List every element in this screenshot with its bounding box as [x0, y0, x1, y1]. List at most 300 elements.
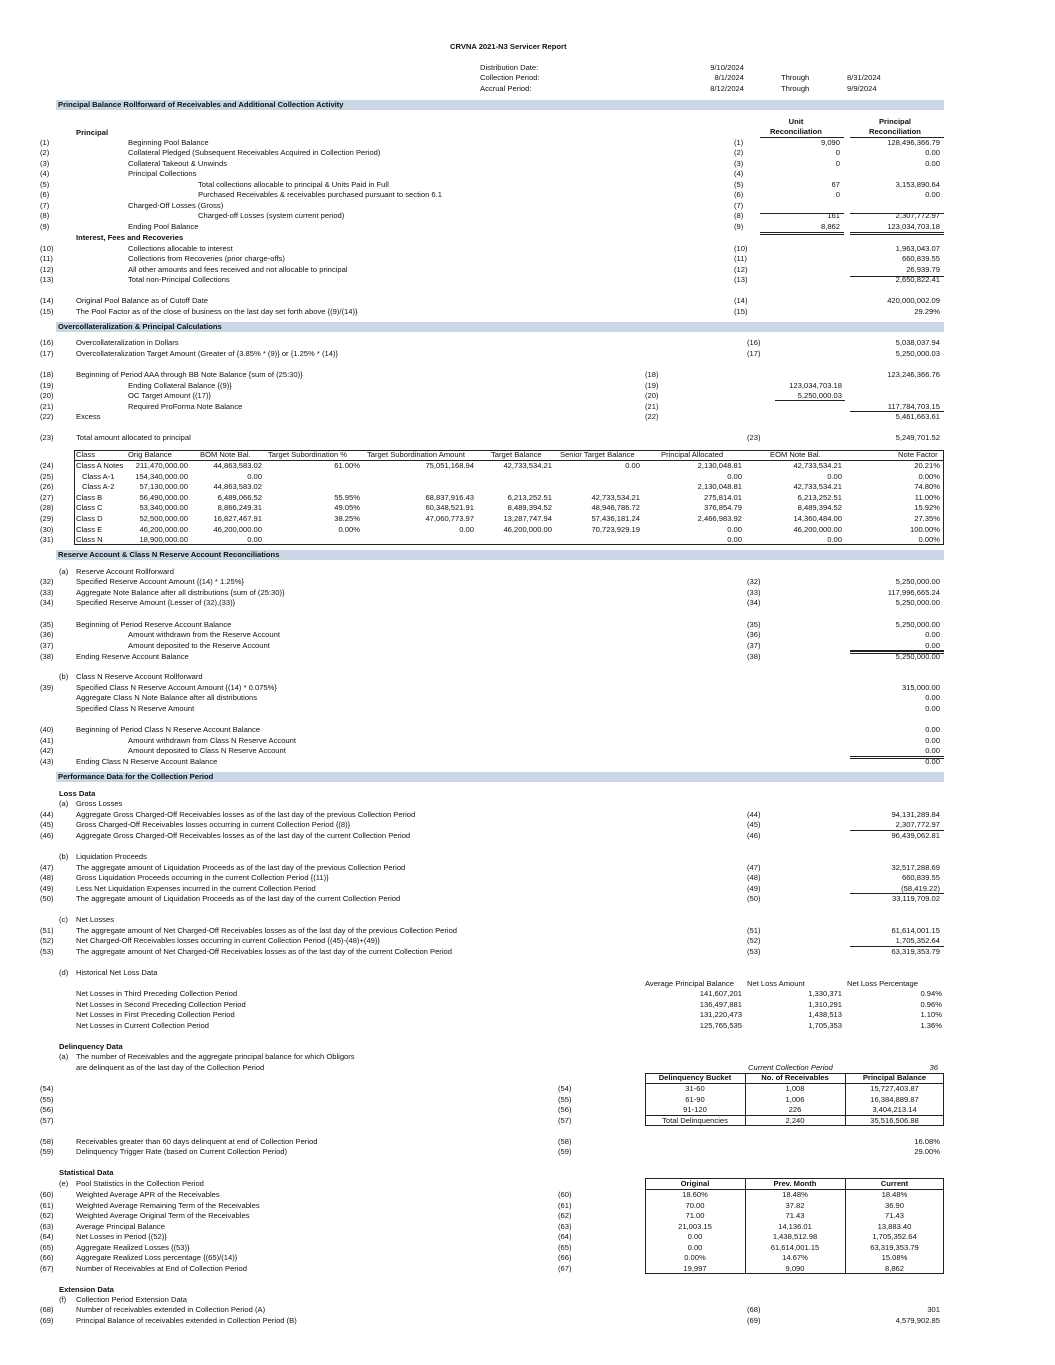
class-table-cell: 18,900,000.00 — [139, 535, 188, 545]
rule — [850, 411, 944, 412]
class-table-cell: 74.80% — [914, 482, 940, 492]
row-label: Number of receivables extended in Collection Period (A) — [76, 1305, 266, 1314]
row-label: Ending Reserve Account Balance — [76, 652, 189, 661]
row-number: (5) — [40, 180, 50, 189]
rule — [850, 213, 944, 214]
row-number: (54) — [40, 1084, 54, 1093]
class-table-cell: 44,863,583.02 — [213, 461, 262, 470]
value: 117,784,703.15 — [887, 402, 940, 411]
value: 0.00 — [925, 641, 940, 650]
principal-header: Principal — [878, 117, 912, 126]
class-name: Class A-1 — [82, 471, 115, 481]
row-ref: (57) — [558, 1115, 572, 1125]
row-number: (28) — [40, 503, 54, 513]
class-table-cell: 0.00 — [727, 471, 742, 481]
row-number: (12) — [40, 265, 54, 274]
row-number: (32) — [40, 577, 54, 586]
sub-letter: (b) — [59, 672, 69, 681]
class-table-cell: 0.00% — [918, 535, 940, 545]
principal-value: 1,963,043.07 — [895, 244, 940, 253]
row-number: (23) — [40, 433, 54, 442]
class-table-cell: 52,500,000.00 — [139, 514, 188, 523]
row-number: (17) — [40, 349, 54, 358]
row-number: (62) — [40, 1211, 54, 1220]
net-loss-amount: 1,330,371 — [808, 989, 842, 998]
row-number: (27) — [40, 492, 54, 502]
avg-principal-balance: 141,607,201 — [699, 989, 742, 998]
value: 660,839.55 — [901, 873, 940, 882]
class-table-cell: 100.00% — [910, 524, 940, 534]
row-number: (66) — [40, 1253, 54, 1262]
row-ref: (63) — [558, 1221, 572, 1231]
row-label: Original Pool Balance as of Cutoff Date — [76, 296, 208, 305]
row-ref: (8) — [734, 211, 744, 220]
net-loss-amount: 1,705,353 — [808, 1020, 842, 1030]
net-loss-amount: 1,438,513 — [808, 1010, 842, 1019]
rule — [850, 830, 944, 831]
section-header: Overcollateralization & Principal Calculations — [56, 322, 944, 332]
class-table-cell: 27.35% — [914, 514, 940, 523]
value: 0.00 — [925, 693, 940, 702]
class-table-cell: 42,733,534.21 — [793, 482, 842, 492]
row-label: Principal Balance of receivables extended in Collection Period (B) — [76, 1316, 297, 1325]
row-label: Total non-Principal Collections — [128, 275, 230, 284]
row-ref: (64) — [558, 1232, 572, 1241]
stat-prev-month: 1,438,512.98 — [772, 1232, 818, 1241]
row-number: (10) — [40, 244, 54, 253]
class-name: Class D — [76, 514, 103, 523]
row-ref: (37) — [747, 641, 761, 650]
sub-title: Class N Reserve Account Rollforward — [76, 672, 203, 681]
row-label: Net Losses in Period {(52)} — [76, 1232, 167, 1241]
class-table-cell: 48,946,786.72 — [591, 503, 640, 513]
row-number: (30) — [40, 524, 54, 534]
class-name: Class E — [76, 524, 103, 534]
row-label: Net Losses in Current Collection Period — [76, 1020, 209, 1030]
row-number: (50) — [40, 894, 54, 903]
row-label: Weighted Average Remaining Term of the Receivables — [76, 1200, 260, 1210]
row-ref: (17) — [747, 349, 761, 358]
accrual-start: 8/12/2024 — [710, 84, 744, 93]
row-number: (45) — [40, 820, 54, 829]
class-table-header: Target Subordination Amount — [367, 450, 465, 459]
row-ref: (61) — [558, 1200, 572, 1210]
class-table-cell: 154,340,000.00 — [135, 471, 188, 481]
row-label: Aggregate Realized Losses {(53)} — [76, 1242, 190, 1252]
double-rule — [760, 232, 844, 235]
class-table-header: Target Subordination % — [268, 450, 347, 459]
row-number: (55) — [40, 1094, 54, 1104]
row-label: The aggregate amount of Liquidation Proceeds as of the last day of the current Collection Period — [76, 894, 401, 903]
row-ref: (46) — [747, 831, 761, 840]
row-number: (16) — [40, 338, 54, 347]
value: 0.00 — [925, 704, 940, 713]
row-ref: (38) — [747, 652, 761, 661]
row-number: (43) — [40, 757, 54, 766]
principal-balance: 16,384,889.87 — [870, 1094, 919, 1104]
delinquency-desc: are delinquent as of the last day of the Collection Period — [76, 1063, 265, 1072]
sub-title: Net Losses — [76, 915, 114, 924]
delinquency-bucket: 91-120 — [683, 1105, 707, 1114]
unit-value: 0 — [835, 190, 840, 199]
loss-data-title: Loss Data — [59, 789, 96, 798]
class-table-cell: 46,200,000.00 — [139, 524, 188, 534]
class-table-cell: 14,360,484.00 — [793, 514, 842, 523]
row-number: (25) — [40, 471, 54, 481]
avg-principal-balance: 125,765,535 — [699, 1020, 742, 1030]
rule — [850, 893, 944, 894]
distribution-date-label: Distribution Date: — [480, 63, 539, 72]
row-ref: (22) — [645, 412, 659, 421]
net-loss-percentage: 0.96% — [920, 999, 942, 1009]
delinq-header: No. of Receivables — [761, 1073, 829, 1082]
class-table-cell: 61.00% — [334, 461, 360, 470]
row-ref: (34) — [747, 598, 761, 607]
principal-value: 0.00 — [925, 148, 940, 157]
row-number: (13) — [40, 275, 54, 284]
row-label: Purchased Receivables & receivables purchased pursuant to section 6.1 — [198, 190, 442, 199]
class-table-cell: 2,130,048.81 — [697, 461, 742, 470]
row-label: Aggregate Realized Loss percentage {(65)/(14)} — [76, 1253, 238, 1262]
row-ref: (44) — [747, 810, 761, 819]
class-table-cell: 11.00% — [914, 492, 940, 502]
row-number: (57) — [40, 1115, 54, 1125]
principal-balance: 35,516,506.88 — [870, 1115, 919, 1125]
row-number: (21) — [40, 402, 54, 411]
row-ref: (12) — [734, 265, 748, 274]
value: 63,319,353.79 — [891, 947, 940, 956]
interest-subheader: Interest, Fees and Recoveries — [76, 233, 184, 242]
class-table-cell: 42,733,534.21 — [591, 492, 640, 502]
row-label: Overcollateralization in Dollars — [76, 338, 179, 347]
principal-subheader: Principal — [76, 128, 109, 137]
row-number: (11) — [40, 254, 53, 263]
class-table-cell: 6,213,252.51 — [797, 492, 842, 502]
receivable-count: 1,008 — [785, 1084, 805, 1093]
row-label: Beginning of Period Class N Reserve Account Balance — [76, 725, 261, 734]
sub-title: Historical Net Loss Data — [76, 968, 158, 977]
row-number: (61) — [40, 1200, 54, 1210]
row-ref: (66) — [558, 1253, 572, 1262]
class-table-cell: 53,340,000.00 — [139, 503, 188, 513]
report-title: CRVNA 2021-N3 Servicer Report — [450, 42, 567, 51]
row-label: Ending Pool Balance — [128, 222, 199, 231]
class-table-cell: 8,489,394.52 — [797, 503, 842, 513]
class-table-cell: 20.21% — [914, 461, 940, 470]
class-table-header: Class — [76, 450, 95, 459]
rule — [850, 276, 944, 277]
stat-original: 0.00 — [687, 1232, 703, 1241]
row-label: The Pool Factor as of the close of business on the last day set forth above {(9)/(14)} — [76, 307, 358, 316]
row-label: Ending Class N Reserve Account Balance — [76, 757, 218, 766]
row-number: (65) — [40, 1242, 54, 1252]
row-number: (67) — [40, 1263, 54, 1273]
class-table-cell: 46,200,000.00 — [503, 524, 552, 534]
class-table-cell: 275,814.01 — [703, 492, 742, 502]
unit-header: Unit — [788, 117, 804, 126]
statistical-title: Statistical Data — [59, 1168, 114, 1177]
row-label: Required ProForma Note Balance — [128, 402, 243, 411]
unit-value: 161 — [827, 211, 840, 220]
class-table-cell: 13,287,747.94 — [503, 514, 552, 523]
value: 5,250,000.00 — [895, 577, 940, 586]
double-rule — [850, 232, 944, 235]
row-number: (6) — [40, 190, 50, 199]
sub-letter: (a) — [59, 799, 69, 808]
row-label: OC Target Amount {(17)} — [128, 391, 212, 400]
class-table-cell: 2,130,048.81 — [697, 482, 742, 492]
class-table-cell: 46,200,000.00 — [793, 524, 842, 534]
row-number: (18) — [40, 370, 54, 379]
row-number: (20) — [40, 391, 54, 400]
row-label: Less Net Liquidation Expenses incurred in the current Collection Period — [76, 884, 316, 893]
class-name: Class N — [76, 535, 103, 545]
row-label: Beginning Pool Balance — [128, 138, 209, 147]
value: 61,614,001.15 — [891, 926, 940, 935]
section-header: Principal Balance Rollforward of Receivables and Additional Collection Activity — [56, 100, 944, 110]
principal-balance: 3,404,213.14 — [872, 1105, 917, 1114]
row-ref: (15) — [734, 307, 748, 316]
row-label: Net Losses in Second Preceding Collection Period — [76, 999, 246, 1009]
row-ref: (67) — [558, 1263, 572, 1273]
class-table-cell: 0.00 — [727, 524, 742, 534]
class-table-cell: 42,733,534.21 — [793, 461, 842, 470]
class-table-cell: 47,060,773.97 — [425, 514, 474, 523]
class-table-cell: 57,130,000.00 — [139, 482, 188, 492]
principal-value: 660,839.55 — [901, 254, 940, 263]
row-label: Total collections allocable to principal & Units Paid in Full — [198, 180, 389, 189]
stat-original: 18.60% — [682, 1190, 708, 1199]
row-label: Amount deposited to Class N Reserve Account — [128, 746, 286, 755]
double-rule — [850, 756, 944, 759]
value: 4,579,902.85 — [895, 1316, 940, 1325]
row-number: (47) — [40, 863, 54, 872]
row-number: (49) — [40, 884, 54, 893]
current-collection-period-value: 36 — [929, 1063, 938, 1072]
row-label: Charged-Off Losses (Gross) — [128, 201, 224, 210]
class-table-cell: 55.95% — [334, 492, 360, 502]
value: 29.00% — [914, 1147, 940, 1156]
sub-letter: (d) — [59, 968, 69, 977]
class-table-cell: 60,348,521.91 — [425, 503, 474, 513]
row-number: (48) — [40, 873, 54, 882]
row-ref: (52) — [747, 936, 761, 945]
class-table-cell: 0.00 — [247, 471, 262, 481]
class-table-header: Note Factor — [898, 450, 938, 459]
mid-value: 5,250,000.03 — [797, 391, 842, 400]
sub-title: Gross Losses — [76, 799, 123, 808]
unit-header: Reconciliation — [770, 127, 822, 136]
row-label: Average Principal Balance — [76, 1221, 165, 1231]
sub-letter: (e) — [59, 1179, 69, 1188]
class-table-cell: 8,489,394.52 — [507, 503, 552, 513]
row-number: (29) — [40, 514, 54, 523]
row-number: (40) — [40, 725, 54, 734]
row-number: (69) — [40, 1316, 54, 1325]
unit-value: 9,090 — [820, 138, 840, 147]
row-label: Specified Class N Reserve Account Amount {(14) * 0.075%} — [76, 683, 277, 692]
section-header: Reserve Account & Class N Reserve Account Reconciliations — [56, 550, 944, 560]
value: 0.00 — [925, 757, 940, 766]
row-ref: (36) — [747, 630, 761, 639]
class-table-cell: 38.25% — [334, 514, 360, 523]
mid-value: 123,034,703.18 — [789, 381, 842, 390]
row-label: Net Losses in Third Preceding Collection Period — [76, 989, 238, 998]
class-table-cell: 0.00 — [827, 471, 842, 481]
row-label: Ending Collateral Balance {(9)} — [128, 381, 232, 390]
class-table-cell: 0.00% — [338, 524, 360, 534]
row-label: Weighted Average Original Term of the Receivables — [76, 1211, 250, 1220]
delinquency-desc: The number of Receivables and the aggregate principal balance for which Obligors — [76, 1052, 355, 1061]
row-ref: (20) — [645, 391, 659, 400]
unit-value: 0 — [835, 159, 840, 168]
stat-header: Original — [680, 1179, 710, 1188]
extension-title: Extension Data — [59, 1285, 114, 1294]
principal-value: 0.00 — [925, 159, 940, 168]
row-number: (36) — [40, 630, 54, 639]
row-number: (9) — [40, 222, 50, 231]
class-table-cell: 0.00% — [918, 471, 940, 481]
delinquency-bucket: 61-90 — [685, 1094, 705, 1104]
class-table-cell: 15.92% — [914, 503, 940, 513]
principal-value: 3,153,890.64 — [895, 180, 940, 189]
rule — [850, 946, 944, 947]
row-number: (37) — [40, 641, 54, 650]
class-table-cell: 0.00 — [625, 461, 640, 470]
row-ref: (62) — [558, 1211, 572, 1220]
row-label: Amount deposited to the Reserve Account — [128, 641, 270, 650]
row-number: (58) — [40, 1137, 54, 1146]
delinq-header: Delinquency Bucket — [658, 1073, 732, 1082]
value: 33,119,709.02 — [892, 894, 940, 903]
stat-prev-month: 71.43 — [785, 1211, 805, 1220]
row-number: (15) — [40, 307, 54, 316]
delinq-header: Principal Balance — [862, 1073, 927, 1082]
receivable-count: 1,006 — [785, 1094, 805, 1104]
row-label: Delinquency Trigger Rate (based on Current Collection Period) — [76, 1147, 288, 1156]
receivable-count: 2,240 — [785, 1115, 805, 1125]
row-ref: (19) — [645, 381, 659, 390]
value: 2,307,772.97 — [895, 820, 940, 829]
class-table-cell: 0.00 — [827, 535, 842, 545]
row-ref: (9) — [734, 222, 744, 231]
class-name: Class A-2 — [82, 482, 115, 492]
class-table-cell: 6,489,066.52 — [217, 492, 262, 502]
row-number: (19) — [40, 381, 54, 390]
row-label: Amount withdrawn from Class N Reserve Account — [128, 736, 296, 745]
row-ref: (3) — [734, 159, 744, 168]
value: 301 — [927, 1305, 940, 1314]
row-label: Aggregate Note Balance after all distributions {sum of (25:30)} — [76, 588, 285, 597]
value: 0.00 — [925, 736, 940, 745]
value: 5,461,663.61 — [895, 412, 940, 421]
row-ref: (23) — [747, 433, 761, 442]
row-number: (59) — [40, 1147, 54, 1156]
row-number: (31) — [40, 535, 54, 545]
class-table-cell: 44,863,583.02 — [213, 482, 262, 492]
class-table-cell: 0.00 — [459, 524, 474, 534]
row-label: Collateral Takeout & Unwinds — [128, 159, 228, 168]
class-table-cell: 68,837,916.43 — [425, 492, 474, 502]
row-number: (42) — [40, 746, 54, 755]
principal-value: 2,307,772.97 — [895, 211, 940, 220]
stat-current: 36.90 — [884, 1200, 904, 1210]
class-table-cell: 16,827,467.91 — [213, 514, 262, 523]
row-label: The aggregate amount of Liquidation Proceeds as of the last day of the previous Collection Period — [76, 863, 406, 872]
row-number: (1) — [40, 138, 50, 147]
accrual-period-label: Accrual Period: — [480, 84, 532, 93]
class-table-header: BOM Note Bal. — [200, 450, 251, 459]
sub-letter: (a) — [59, 1052, 69, 1061]
value: 5,250,000.03 — [895, 349, 940, 358]
sub-title: Reserve Account Rollforward — [76, 567, 174, 576]
collection-start: 8/1/2024 — [714, 73, 744, 82]
row-number: (3) — [40, 159, 50, 168]
collection-end: 8/31/2024 — [847, 73, 881, 82]
stat-original: 19,997 — [683, 1263, 707, 1273]
class-name: Class C — [76, 503, 103, 513]
value: 5,250,000.00 — [895, 652, 940, 661]
row-label: Collateral Pledged (Subsequent Receivables Acquired in Collection Period) — [128, 148, 381, 157]
row-ref: (14) — [734, 296, 748, 305]
row-ref: (35) — [747, 620, 761, 629]
value: 0.00 — [925, 746, 940, 755]
stat-current: 18.48% — [881, 1190, 908, 1199]
sub-letter: (f) — [59, 1295, 67, 1304]
row-ref: (6) — [734, 190, 744, 199]
class-table-header: Target Balance — [491, 450, 542, 459]
stat-current: 13,883.40 — [877, 1221, 912, 1231]
row-label: Net Losses in First Preceding Collection Period — [76, 1010, 235, 1019]
class-table-cell: 0.00 — [727, 535, 742, 545]
principal-value: 0.00 — [925, 190, 940, 199]
row-ref: (33) — [747, 588, 761, 597]
row-label: Beginning of Period Reserve Account Balance — [76, 620, 232, 629]
row-label: Collections allocable to interest — [128, 244, 233, 253]
row-label: Overcollateralization Target Amount (Greater of {3.85% * (9)} or {1.25% * (14)} — [76, 349, 338, 358]
row-number: (14) — [40, 296, 54, 305]
row-label: Aggregate Class N Note Balance after all distributions — [76, 693, 258, 702]
row-ref: (45) — [747, 820, 761, 829]
row-ref: (65) — [558, 1242, 572, 1252]
net-loss-percentage: 1.36% — [920, 1020, 942, 1030]
value: 123,246,366.76 — [887, 370, 940, 379]
row-label: Gross Liquidation Proceeds occurring in the current Collection Period {(11)} — [76, 873, 329, 882]
row-number: (60) — [40, 1190, 54, 1199]
row-label: The aggregate amount of Net Charged-Off Receivables losses as of the last day of the previous Collection Period — [76, 926, 458, 935]
delinquency-bucket: Total Delinquencies — [662, 1115, 728, 1125]
class-table-header: Senior Target Balance — [560, 450, 635, 459]
stat-prev-month: 61,614,001.15 — [770, 1242, 820, 1252]
row-ref: (54) — [558, 1084, 572, 1093]
row-ref: (58) — [558, 1137, 572, 1146]
class-name: Class B — [76, 492, 103, 502]
row-ref: (48) — [747, 873, 761, 882]
row-number: (41) — [40, 736, 54, 745]
row-number: (63) — [40, 1221, 54, 1231]
class-table-cell: 8,866,249.31 — [217, 503, 262, 513]
principal-value: 128,496,366.79 — [887, 138, 940, 147]
row-label: Amount withdrawn from the Reserve Account — [128, 630, 280, 639]
row-ref: (1) — [734, 138, 744, 147]
stat-current: 8,862 — [884, 1263, 904, 1273]
row-label: Specified Reserve Account Amount {(14) * 1.25%} — [76, 577, 245, 586]
hist-header: Net Loss Amount — [747, 979, 805, 988]
row-label: Total amount allocated to principal — [76, 433, 191, 442]
class-table-cell: 211,470,000.00 — [135, 461, 188, 470]
row-ref: (56) — [558, 1105, 572, 1114]
principal-value: 26,939.79 — [906, 265, 940, 274]
